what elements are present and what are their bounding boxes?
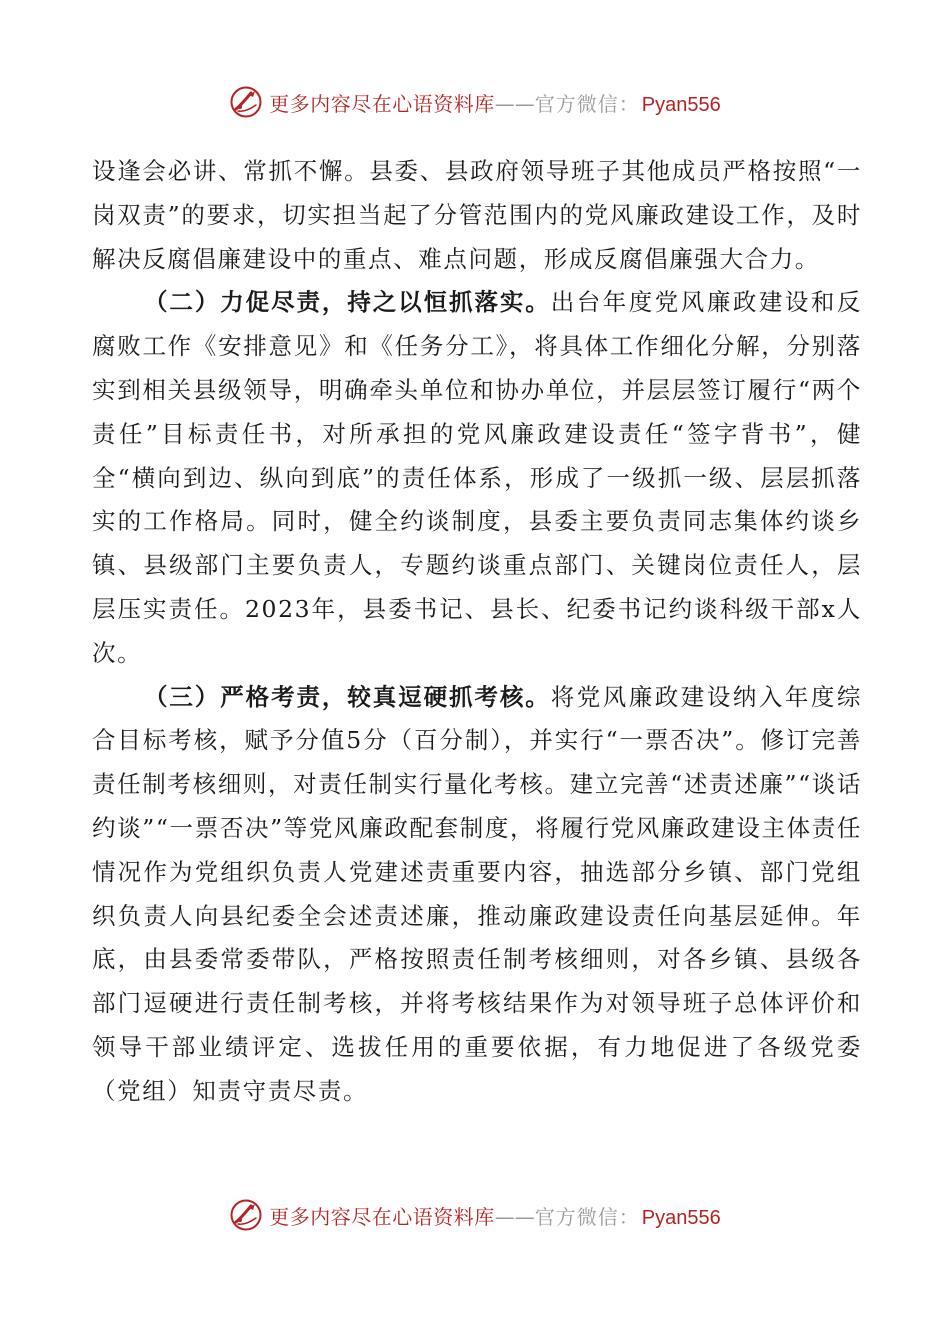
document-body (92, 150, 862, 1114)
watermark-main-text: 更多内容尽在心语资料库 (269, 1204, 495, 1229)
paragraph-3-text: 将党风廉政建设纳入年度综合目标考核，赋予分值5分（百分制），并实行“一票否决”。修订完善责任制考核细则，对责任制实行量化考核。建立完善“述责述廉”“谈话约谈”“一票否决”等党风廉政配套制度，将履行党风廉政建设主体责任情况作为党组织负责人党建述责重要内容，抽选部分乡镇、部门党组织负责人向县纪委全会述责述廉，推动廉政建设责任向基层延伸。年底，由县委常委带队，严格按照责任制考核细则，对各乡镇、县级各部门逗硬进行责任制考核，并将考核结果作为对领导班子总体评价和领导干部业绩评定、选拔任用的重要依据，有力地促进了各级党委（党组）知责守责尽责。 (92, 682, 863, 1105)
header-watermark (0, 82, 950, 122)
watermark-dash: —— (494, 91, 535, 116)
paragraph-2 (92, 281, 862, 675)
watermark-main-text: 更多内容尽在心语资料库 (269, 91, 495, 116)
watermark-wechat-id: Pyan556 (641, 1206, 721, 1229)
watermark-text (269, 1201, 720, 1230)
paragraph-2-text: 出台年度党风廉政建设和反腐败工作《安排意见》和《任务分工》，将具体工作细化分解，分别落实到相关县级领导，明确牵头单位和协办单位，并层层签订履行“两个责任”目标责任书，对所承担的党风廉政建设责任“签字背书”，健全“横向到边、纵向到底”的责任体系，形成了一级抓一级、层层抓落实的工作格局。同时，健全约谈制度，县委主要负责同志集体约谈乡镇、县级部门主要负责人，专题约谈重点部门、关键岗位责任人，层层压实责任。2023年，县委书记、县长、纪委书记约谈科级干部x人次。 (92, 288, 863, 667)
footer-watermark (0, 1195, 950, 1235)
pen-brush-logo-icon (229, 85, 263, 119)
section-heading-2: （二）力促尽责，持之以恒抓落实。 (144, 288, 551, 317)
paragraph-3 (92, 676, 862, 1114)
watermark-wechat-id: Pyan556 (641, 93, 721, 116)
watermark-text (269, 88, 720, 117)
pen-brush-logo-icon (229, 1198, 263, 1232)
section-heading-3: （三）严格考责，较真逗硬抓考核。 (144, 682, 551, 711)
watermark-wechat-label: 官方微信： (534, 1204, 640, 1229)
watermark-wechat-label: 官方微信： (534, 91, 640, 116)
paragraph-1: 设逢会必讲、常抓不懈。县委、县政府领导班子其他成员严格按照“一岗双责”的要求，切实担当起了分管范围内的党风廉政建设工作，及时解决反腐倡廉建设中的重点、难点问题，形成反腐倡廉强大合力。 (92, 157, 862, 273)
watermark-dash: —— (494, 1204, 535, 1229)
